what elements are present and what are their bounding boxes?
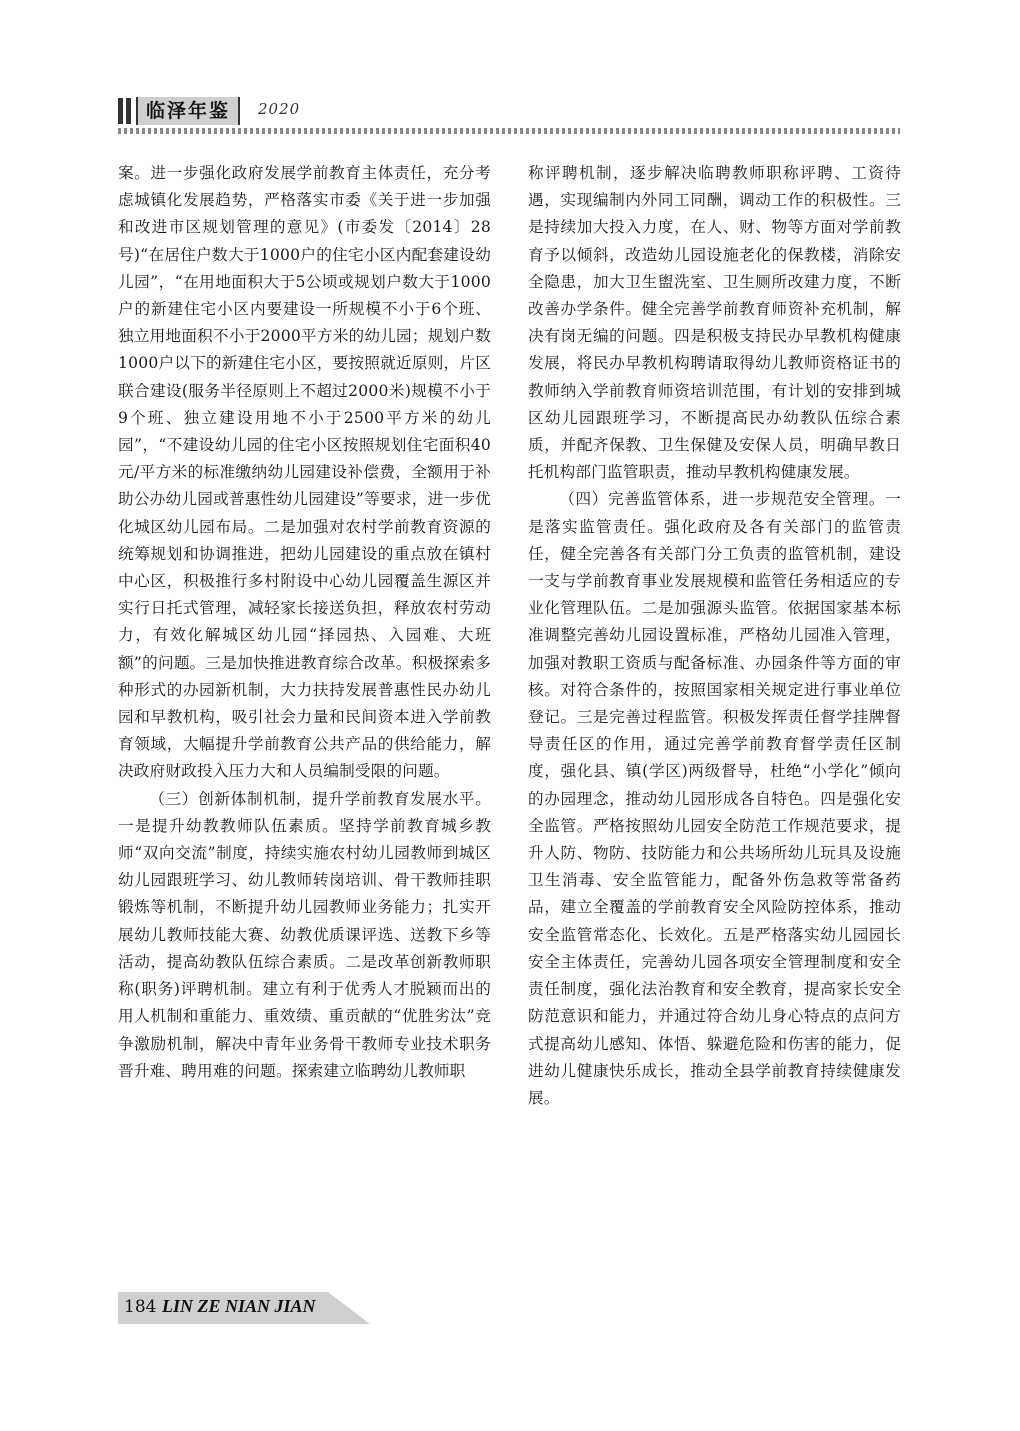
paragraph: 称评聘机制，逐步解决临聘教师职称评聘、工资待遇，实现编制内外同工同酬，调动工作的积极性。三是持续加大投入力度，在人、财、物等方面对学前教育予以倾斜，改造幼儿园设施老化的保教楼，消除安全隐患，加大卫生盥洗室、卫生厕所改建力度，不断改善办学条件。健全完善学前教育师资补充机制，解决有岗无编的问题。四是积极支持民办早教机构健康发展，将民办早教机构聘请取得幼儿教师资格证书的教师纳入学前教育师资培训范围，有计划的安排到城区幼儿园跟班学习，不断提高民办幼教队伍综合素质，并配齐保教、卫生保健及安保人员，明确早教日托机构部门监管职责，推动早教机构健康发展。: [528, 164, 901, 482]
header-bar-decoration: [126, 98, 131, 124]
page-header: [118, 96, 900, 136]
page-number: 184: [124, 1297, 157, 1317]
yearbook-year: 2020: [258, 100, 301, 118]
header-bar-decoration: [118, 98, 123, 124]
left-column: [118, 160, 491, 1085]
yearbook-title: 临泽年鉴: [136, 97, 240, 125]
right-column: [528, 160, 901, 1112]
header-rule: [118, 128, 900, 134]
running-title: LIN ZE NIAN JIAN: [162, 1296, 316, 1316]
page-footer: [118, 1292, 378, 1324]
paragraph: （三）创新体制机制，提升学前教育发展水平。一是提升幼教教师队伍素质。坚持学前教育城乡教师“双向交流”制度，持续实施农村幼儿园教师到城区幼儿园跟班学习、幼儿教师转岗培训、骨干教师挂职锻炼等机制，不断提升幼儿园教师业务能力；扎实开展幼儿教师技能大赛、幼教优质课评选、送教下乡等活动，提高幼教队伍综合素质。二是改革创新教师职称(职务)评聘机制。建立有利于优秀人才脱颖而出的用人机制和重能力、重效绩、重贡献的“优胜劣汰”竞争激励机制，解决中青年业务骨干教师专业技术职务晋升难、聘用难的问题。探索建立临聘幼儿教师职: [118, 789, 491, 1080]
paragraph: 案。进一步强化政府发展学前教育主体责任，充分考虑城镇化发展趋势，严格落实市委《关于进一步加强和改进市区规划管理的意见》(市委发〔2014〕28号)“在居住户数大于1000户的住宅小区内配套建设幼儿园”，“在用地面积大于5公顷或规划户数大于1000户的新建住宅小区内要建设一所规模不小于6个班、独立用地面积不小于2000平方米的幼儿园；规划户数1000户以下的新建住宅小区，要按照就近原则，片区联合建设(服务半径原则上不超过2000米)规模不小于9个班、独立建设用地不小于2500平方米的幼儿园”，“不建设幼儿园的住宅小区按照规划住宅面积40元/平方米的标准缴纳幼儿园建设补偿费，全额用于补助公办幼儿园或普惠性幼儿园建设”等要求，进一步优化城区幼儿园布局。二是加强对农村学前教育资源的统筹规划和协调推进，把幼儿园建设的重点放在镇村中心区，积极推行多村附设中心幼儿园覆盖生源区并实行日托式管理，减轻家长接送负担，释放农村劳动力，有效化解城区幼儿园“择园热、入园难、大班额”的问题。三是加快推进教育综合改革。积极探索多种形式的办园新机制，大力扶持发展普惠性民办幼儿园和早教机构，吸引社会力量和民间资本进入学前教育领域，大幅提升学前教育公共产品的供给能力，解决政府财政投入压力大和人员编制受限的问题。: [118, 164, 491, 781]
paragraph: （四）完善监管体系，进一步规范安全管理。一是落实监管责任。强化政府及各有关部门的监管责任，健全完善各有关部门分工负责的监管机制，建设一支与学前教育事业发展规模和监管任务相适应的专业化管理队伍。二是加强源头监管。依据国家基本标准调整完善幼儿园设置标准，严格幼儿园准入管理，加强对教职工资质与配备标准、办园条件等方面的审核。对符合条件的，按照国家相关规定进行事业单位登记。三是完善过程监管。积极发挥责任督学挂牌督导责任区的作用，通过完善学前教育督学责任区制度，强化县、镇(学区)两级督导，杜绝“小学化”倾向的办园理念，推动幼儿园形成各自特色。四是强化安全监管。严格按照幼儿园安全防范工作规范要求，提升人防、物防、技防能力和公共场所幼儿玩具及设施卫生消毒、安全监管能力，配备外伤急救等常备药品，建立全覆盖的学前教育安全风险防控体系，推动安全监管常态化、长效化。五是严格落实幼儿园园长安全主体责任，完善幼儿园各项安全管理制度和安全责任制度，强化法治教育和安全教育，提高家长安全防范意识和能力，并通过符合幼儿身心特点的点问方式提高幼儿感知、体悟、躲避危险和伤害的能力，促进幼儿健康快乐成长，推动全县学前教育持续健康发展。: [528, 490, 901, 1107]
